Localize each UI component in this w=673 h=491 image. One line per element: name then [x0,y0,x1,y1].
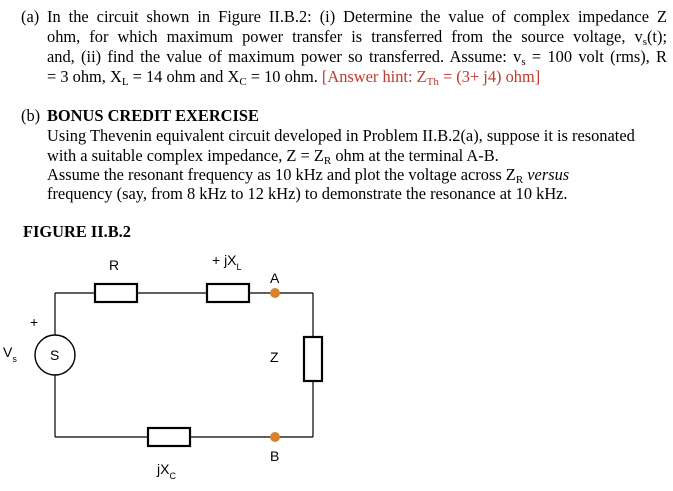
resistor-r [95,284,137,302]
zr-subscript: R [323,155,332,167]
part-a-line-3 [47,47,667,66]
part-b-line-3 [47,165,569,184]
load-impedance-z [304,337,322,381]
part-a-line-2-end: (t); [646,27,667,46]
source-label: S [50,347,60,363]
xl-value: = 14 ohm and X [128,67,240,86]
terminal-b-dot [270,432,280,442]
r-value: = 3 ohm, X [47,67,122,86]
versus-word: versus [527,165,570,184]
part-a-line-4 [47,67,540,86]
zth-subscript: Th [426,76,439,88]
bonus-heading: BONUS CREDIT EXERCISE [47,106,259,125]
part-a-label: (a) [21,7,40,26]
part-b-line-1: Using Thevenin equivalent circuit developed in Problem II.B.2(a), suppose it is resonated [47,126,635,145]
answer-hint-start: [Answer hint: Z [321,67,427,86]
vs-label-sub: s [12,354,17,364]
part-b-line-4: frequency (say, from 8 kHz to 12 kHz) to demonstrate the resonance at 10 kHz. [47,184,568,203]
answer-hint [322,67,540,86]
xc-label-sub: C [169,471,176,481]
vs-subscript: s [642,36,647,48]
part-b-line-2-end: ohm at the terminal A-B. [331,146,499,165]
part-a-line-1 [47,7,667,26]
capacitor-xc [148,428,190,446]
inductor-xl [207,284,249,302]
z-label: Z [270,349,279,365]
vs-label-text: V [3,344,13,360]
xc-label-text: jX [157,461,170,477]
xl-label [212,252,242,272]
part-a-line-1-text: In the circuit shown in Figure II.B.2: (i) Determine the value of complex impedance Z [47,7,667,26]
xc-value: = 10 ohm. [246,67,322,86]
vs-subscript: s [521,56,526,68]
vs-label [3,344,17,364]
zr-subscript: R [515,174,524,186]
plus-sign: + [30,314,39,330]
part-b-line-2 [47,146,499,165]
part-a-line-3-end: = 100 volt (rms), R [525,47,667,66]
circuit-diagram [0,245,673,491]
xl-subscript: L [121,76,129,88]
r-label: R [109,257,120,273]
part-b-label: (b) [21,106,41,125]
answer-hint-end: = (3+ j4) ohm] [438,67,541,86]
terminal-a-label: A [270,270,280,286]
terminal-a-dot [270,288,280,298]
part-a-line-3-text: and, (ii) find the value of maximum power so transferred. Assume: v [47,47,522,66]
xl-label-text: + jX [212,252,237,268]
part-b-line-2-text: with a suitable complex impedance, Z = Z [47,146,324,165]
figure-title: FIGURE II.B.2 [23,222,131,241]
xc-label [156,461,176,481]
part-b-line-3-text: Assume the resonant frequency as 10 kHz and plot the voltage across Z [47,165,516,184]
part-a-line-2 [47,27,667,46]
terminal-b-label: B [270,448,280,464]
xl-label-sub: L [236,262,242,272]
xc-subscript: C [239,76,247,88]
part-a-line-2-text: ohm, for which maximum power transfer is transferred from the source voltage, v [47,27,643,46]
